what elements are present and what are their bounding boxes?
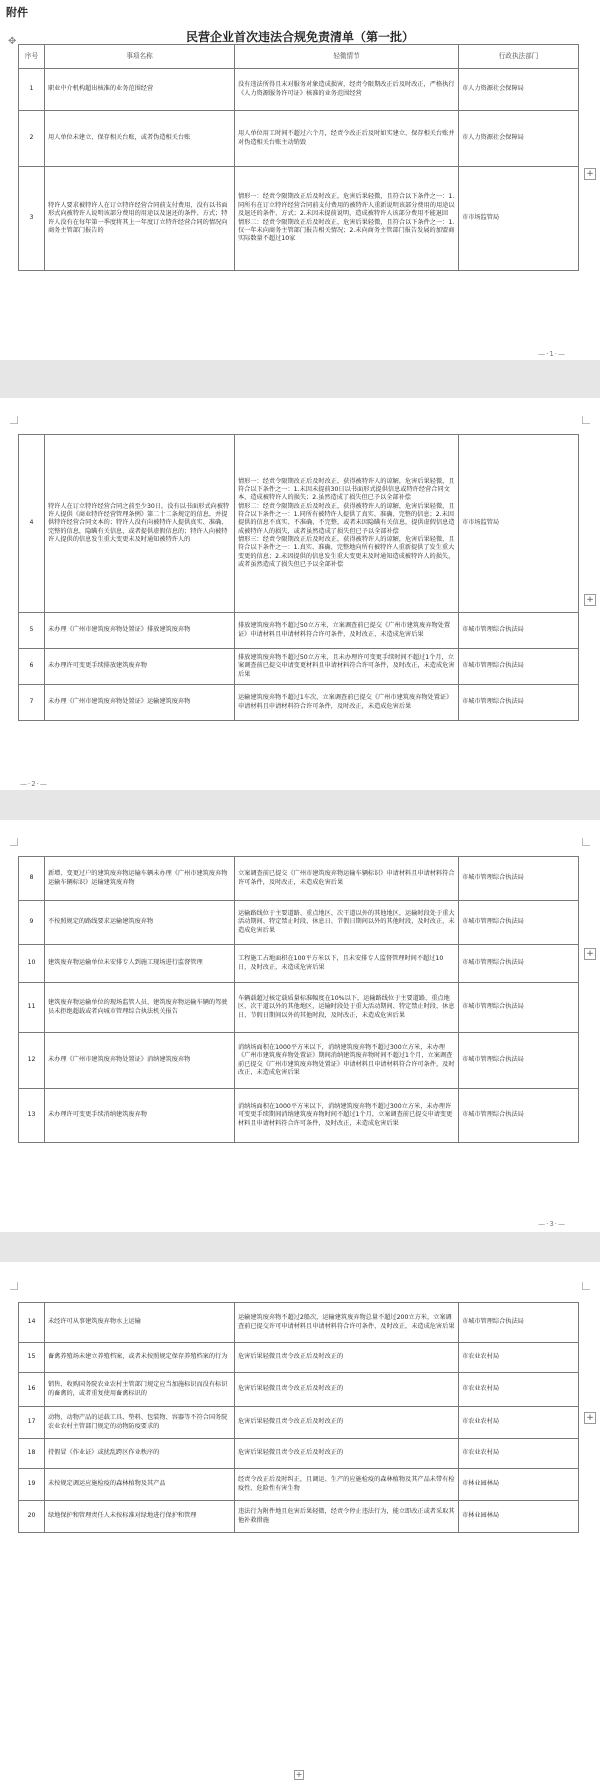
row-authority: 市城市管理综合执法局 [459, 983, 579, 1033]
table-row [19, 435, 579, 613]
row-no: 10 [19, 945, 45, 983]
row-item: 特许人在订立特许经营合同之前至少30日，没有以书面形式向被特许人提供《商业特许经营管理条例》第二十二条规定的信息，并提供特许经营合同文本的；特许人没有向被特许人提供真实、准确、完整的信息，隐瞒有关信息，或者提供虚假信息的；特许人向被特许人提供的信息发生重大变更未及时通知被特许人的 [45, 435, 235, 613]
row-no: 17 [19, 1407, 45, 1439]
row-circumstance: 情形一：经责令限期改正后及时改正，获得被特许人的谅解，危害后果轻微，且符合以下条件之一：1.未因未提前30日以书面形式提供信息或特许经营合同文本，造成被特许人的损失；2.虽然造成了损失但已予以全部补偿 情形二：经责令限期改正后及时改正，获得被特许人的谅解，危害后果轻微，且符合以下条件之一：1.同所有被特许人提供了真实、准确、完整的信息；2.未因提供的信息不真实、不准确、不完整，或者未因隐瞒有关信息，提供虚假信息造成被特许人的损失，或者虽然造成了损失但已予以全部补偿 情形三：经责令限期改正后及时改正，获得被特许人的谅解，危害后果轻微，且符合以下条件之一：1.真实、准确、完整地向所有被特许人重新提供了发生重大变更的信息；2.未因提供的信息发生重大变更未及时通知造成被特许人的损失，或者虽然造成了损失但已予以全部补偿 [235, 435, 459, 613]
row-item: 未按规定调运应施检疫的森林植物及其产品 [45, 1469, 235, 1501]
row-no: 6 [19, 649, 45, 685]
page-corner-mark [10, 838, 18, 846]
table-row [19, 613, 579, 649]
row-no: 9 [19, 901, 45, 945]
table-row [19, 1303, 579, 1343]
header-authority: 行政执法部门 [459, 45, 579, 69]
row-item: 特许人要求被特许人在订立特许经营合同前支付费用，没有以书面形式向被特许人说明该部分费用的用途以及退还的条件、方式；特许人没有在每年第一季度将其上一年度订立特许经营合同的情况向商务主管部门报告的 [45, 167, 235, 271]
row-item: 建筑废弃物运输单位的现场监管人员、建筑废弃物运输车辆的驾驶员未拒绝超载或者向城市管理综合执法机关报告 [45, 983, 235, 1033]
table-row [19, 1407, 579, 1439]
row-authority: 市市场监管局 [459, 167, 579, 271]
row-item: 未办理《广州市建筑废弃物处置证》运输建筑废弃物 [45, 685, 235, 721]
row-item: 销售、收购国务院农业农村主管部门规定应当加施标识而没有标识的畜禽的，或者重复使用畜禽标识的 [45, 1373, 235, 1407]
row-authority: 市城市管理综合执法局 [459, 901, 579, 945]
page-corner-mark [582, 838, 590, 846]
table-row [19, 901, 579, 945]
table-header-row [19, 45, 579, 69]
add-row-button[interactable]: + [584, 168, 596, 180]
row-authority: 市林业园林局 [459, 1469, 579, 1501]
row-authority: 市城市管理综合执法局 [459, 857, 579, 901]
page-corner-mark [582, 416, 590, 424]
row-item: 未办理《广州市建筑废弃物处置证》消纳建筑废弃物 [45, 1033, 235, 1089]
add-row-button[interactable]: + [584, 948, 596, 960]
row-circumstance: 危害后果轻微且责令改正后及时改正的 [235, 1407, 459, 1439]
exemption-table-part-4 [18, 1302, 579, 1533]
row-circumstance: 消纳场面积在1000平方米以下，消纳建筑废弃物不超过300立方米，未办理《广州市建筑废弃物处置证》期间消纳建筑废弃物时间不超过1个月，立案调查前已提交《广州市建筑废弃物处置证》申请材料且申请材料符合许可条件，及时改正，未造成危害后果 [235, 1033, 459, 1089]
row-no: 19 [19, 1469, 45, 1501]
table-row [19, 857, 579, 901]
row-item: 未办理《广州市建筑废弃物处置证》排放建筑废弃物 [45, 613, 235, 649]
row-authority: 市城市管理综合执法局 [459, 685, 579, 721]
exemption-table-part-3 [18, 856, 579, 1143]
exemption-table-part-2 [18, 434, 579, 721]
table-row [19, 167, 579, 271]
exemption-table-part-1 [18, 44, 579, 271]
row-authority: 市农业农村局 [459, 1407, 579, 1439]
row-no: 16 [19, 1373, 45, 1407]
document-page-1 [0, 0, 600, 360]
row-authority: 市城市管理综合执法局 [459, 1033, 579, 1089]
table-row [19, 69, 579, 111]
row-authority: 市林业园林局 [459, 1501, 579, 1533]
table-row [19, 983, 579, 1033]
row-no: 14 [19, 1303, 45, 1343]
table-add-row-bottom-button[interactable]: + [295, 1770, 303, 1779]
row-item: 未经许可从事建筑废弃物水上运输 [45, 1303, 235, 1343]
row-authority: 市城市管理综合执法局 [459, 945, 579, 983]
row-circumstance: 运输建筑废弃物不超过1车次，立案调查前已提交《广州市建筑废弃物处置证》申请材料且申请材料符合许可条件，及时改正，未造成危害后果 [235, 685, 459, 721]
table-row [19, 1469, 579, 1501]
page-number: —·2·— [20, 780, 48, 788]
row-no: 7 [19, 685, 45, 721]
document-page-2 [0, 398, 600, 790]
row-circumstance: 危害后果轻微且责令改正后及时改正的 [235, 1343, 459, 1373]
row-authority: 市城市管理综合执法局 [459, 649, 579, 685]
row-item: 用人单位未建立、保存相关台账，或者伪造相关台账 [45, 111, 235, 167]
row-circumstance: 运输路线位于主要道路、重点地区、次干道以外的其他地区，运输时段处于重大活动期间、特定禁止时段、休息日、节假日期间以外的其他时段，及时改正，未造成危害后果 [235, 901, 459, 945]
document-page-4 [0, 1262, 600, 1786]
row-no: 3 [19, 167, 45, 271]
row-no: 2 [19, 111, 45, 167]
table-row [19, 649, 579, 685]
row-no: 5 [19, 613, 45, 649]
row-authority: 市人力资源社会保障局 [459, 69, 579, 111]
row-item: 新增、变更过户的建筑废弃物运输车辆未办理《广州市建筑废弃物运输车辆标识》运输建筑废弃物 [45, 857, 235, 901]
row-circumstance: 车辆载超过核定载质量标准幅度在10%以下，运输路线位于主要道路、重点地区、次干道以外的其他地区，运输时段处于重大活动期间、特定禁止时段、休息日、节假日期间以外的其他时段，及时改正，未造成危害后果 [235, 983, 459, 1033]
row-item: 畜禽养殖场未建立养殖档案，或者未按照规定保存养殖档案的行为 [45, 1343, 235, 1373]
table-row [19, 1373, 579, 1407]
add-row-button[interactable]: + [584, 1412, 596, 1424]
row-authority: 市人力资源社会保障局 [459, 111, 579, 167]
table-row [19, 111, 579, 167]
add-row-button[interactable]: + [584, 594, 596, 606]
table-row [19, 1089, 579, 1143]
page-corner-mark [10, 1282, 18, 1290]
row-authority: 市城市管理综合执法局 [459, 613, 579, 649]
row-no: 4 [19, 435, 45, 613]
table-row [19, 685, 579, 721]
row-no: 18 [19, 1439, 45, 1469]
row-item: 绿地保护和管理责任人未按标准对绿地进行保护和管理 [45, 1501, 235, 1533]
row-circumstance: 用人单位用工时间不超过六个月，经责令改正后及时如实建立、保存相关台账并对伪造相关台账主动销毁 [235, 111, 459, 167]
row-circumstance: 危害后果轻微且责令改正后及时改正的 [235, 1439, 459, 1469]
row-no: 1 [19, 69, 45, 111]
header-no: 序号 [19, 45, 45, 69]
table-move-handle-icon[interactable]: ✥ [8, 36, 17, 47]
row-item: 未办理许可变更手续排放建筑废弃物 [45, 649, 235, 685]
row-circumstance: 消纳场面积在1000平方米以下，消纳建筑废弃物不超过300立方米，未办理许可变更手续期间消纳建筑废弃物时间不超过1个月，立案调查前已提交申请变更材料且申请材料符合许可条件，及时改正，未造成危害后果 [235, 1089, 459, 1143]
header-item: 事项名称 [45, 45, 235, 69]
row-circumstance: 危害后果轻微且责令改正后及时改正的 [235, 1373, 459, 1407]
row-item: 动物、动物产品的运载工具、垫料、包装物、容器等不符合国务院农业农村主管部门规定的动物防疫要求的 [45, 1407, 235, 1439]
header-circumstance: 轻微情节 [235, 45, 459, 69]
table-row [19, 1343, 579, 1373]
row-authority: 市城市管理综合执法局 [459, 1089, 579, 1143]
row-authority: 市农业农村局 [459, 1439, 579, 1469]
row-item: 职业中介机构超出核准的业务范围经营 [45, 69, 235, 111]
row-circumstance: 工程施工占地面积在100平方米以下，且未安排专人监督管理时间不超过10日，及时改正，未造成危害后果 [235, 945, 459, 983]
row-circumstance: 排放建筑废弃物不超过50立方米，且未办理许可变更手续时间不超过1个月，立案调查前已提交申请变更材料且申请材料符合许可条件，及时改正，未造成危害后果 [235, 649, 459, 685]
row-circumstance: 排放建筑废弃物不超过50立方米，立案调查前已提交《广州市建筑废弃物处置证》申请材料且申请材料符合许可条件，及时改正，未造成危害后果 [235, 613, 459, 649]
row-authority: 市农业农村局 [459, 1373, 579, 1407]
row-circumstance: 没有违法所得且未对服务对象造成损害，经责令限期改正后及时改正，严格执行《人力资源服务许可证》核准的业务范围经营 [235, 69, 459, 111]
row-item: 持假冒《作业证》或扰乱跨区作业秩序的 [45, 1439, 235, 1469]
row-circumstance: 情形一：经责令限期改正后及时改正，危害后果轻微，且符合以下条件之一：1.同所有在订立特许经营合同前支付费用的被特许人重新说明该部分费用的用途以及退还的条件、方式；2.未因未提前说明，造成被特许人该部分费用不能退回 情形二：经责令限期改正后及时改正，危害后果轻微，且符合以下条件之一：1.仅一年未向商务主管部门报告相关情况；2.未向商务主管部门报告发展的加盟商实际数量不超过10家 [235, 167, 459, 271]
row-no: 13 [19, 1089, 45, 1143]
document-page-3 [0, 820, 600, 1232]
row-no: 8 [19, 857, 45, 901]
row-item: 建筑废弃物运输单位未安排专人到施工现场进行监督管理 [45, 945, 235, 983]
document-title: 民营企业首次违法合规免责清单（第一批） [185, 30, 414, 44]
row-circumstance: 经责令改正后及时纠正，且调运、生产的应施检疫的森林植物及其产品未带有检疫性、危险性有害生物 [235, 1469, 459, 1501]
table-row [19, 945, 579, 983]
row-circumstance: 违法行为附件地且危害后果轻微，经责令停止违法行为，能立即改正或者采取其他补救措施 [235, 1501, 459, 1533]
table-row [19, 1033, 579, 1089]
attachment-label: 附件 [6, 6, 28, 19]
row-circumstance: 立案调查前已提交《广州市建筑废弃物运输车辆标识》申请材料且申请材料符合许可条件，及时改正，未造成危害后果 [235, 857, 459, 901]
row-no: 15 [19, 1343, 45, 1373]
page-corner-mark [582, 1282, 590, 1290]
row-authority: 市城市管理综合执法局 [459, 1303, 579, 1343]
row-no: 12 [19, 1033, 45, 1089]
page-number: —·3·— [538, 1220, 566, 1228]
row-authority: 市市场监管局 [459, 435, 579, 613]
row-item: 未办理许可变更手续消纳建筑废弃物 [45, 1089, 235, 1143]
table-row [19, 1439, 579, 1469]
page-number: —·1·— [538, 350, 566, 358]
page-corner-mark [10, 416, 18, 424]
row-no: 11 [19, 983, 45, 1033]
row-no: 20 [19, 1501, 45, 1533]
row-item: 不按照规定的路线要求运输建筑废弃物 [45, 901, 235, 945]
row-circumstance: 运输建筑废弃物不超过2船次，运输建筑废弃物总量不超过200立方米，立案调查前已提交许可申请材料且申请材料符合许可条件，及时改正，未造成危害后果 [235, 1303, 459, 1343]
table-row [19, 1501, 579, 1533]
row-authority: 市农业农村局 [459, 1343, 579, 1373]
